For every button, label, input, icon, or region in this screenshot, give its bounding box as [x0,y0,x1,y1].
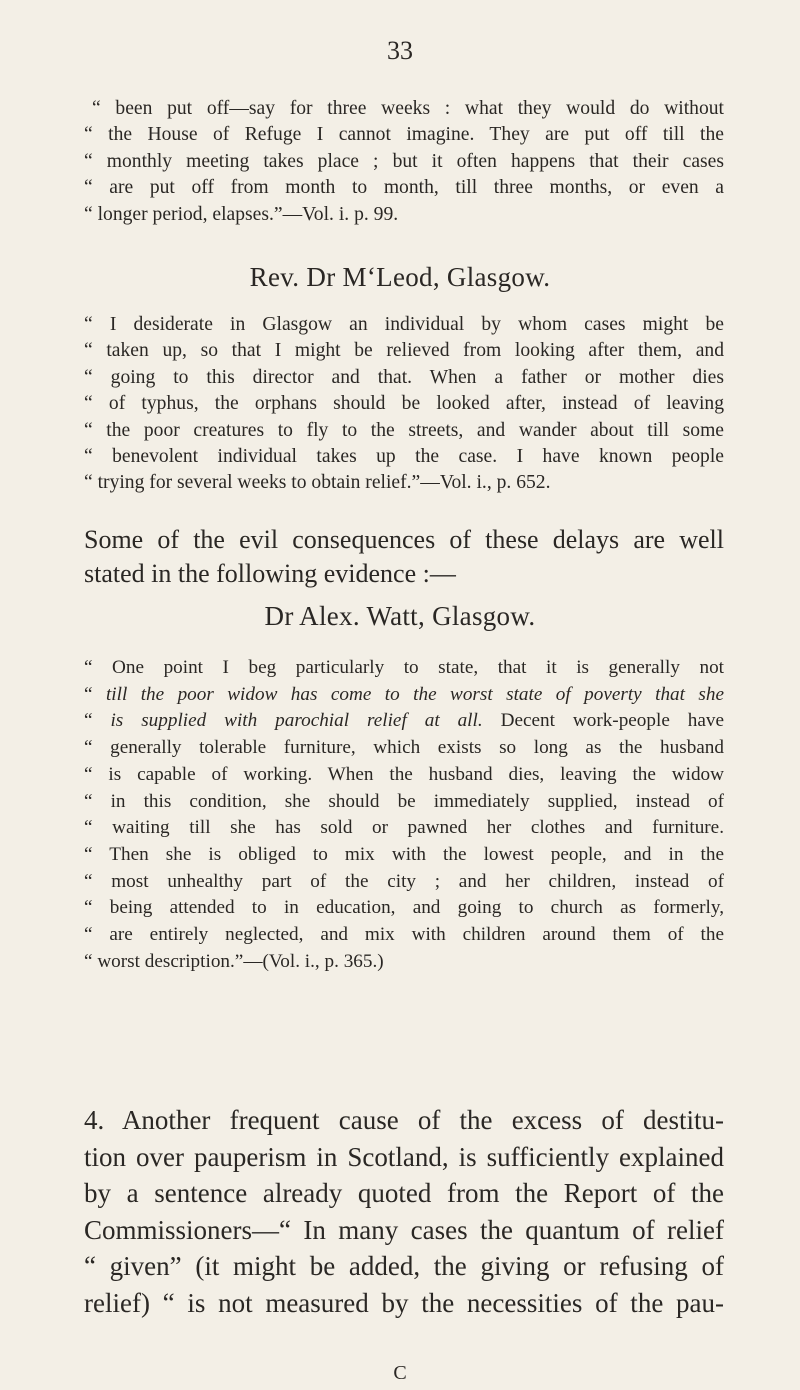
quote-line: “ are put off from month to month, till three months, or even a [84,177,724,199]
quote-line: “ going to this director and that. When a father or mother dies [84,366,724,388]
quote-line: “ waiting till she has sold or pawned her clothes and furniture. [84,817,724,839]
quote-line: “ most unhealthy part of the city ; and her children, instead of [84,870,724,892]
quote-line: “ the House of Refuge I cannot imagine. They are put off till the [84,124,724,146]
quote-line: “ Then she is obliged to mix with the lowest people, and in the [84,843,724,865]
quote-line: “ the poor creatures to fly to the streets, and wander about till some [84,419,724,441]
intro-line: stated in the following evidence :— [84,559,456,588]
quote-line: “ worst description.”—(Vol. i., p. 365.) [84,950,384,972]
intro-paragraph [84,523,724,591]
body-line: by a sentence already quoted from the Report of the [84,1178,724,1209]
body-line: tion over pauperism in Scotland, is sufficiently explained [84,1141,724,1172]
quote-line: “ being attended to in education, and going to church as formerly, [84,897,724,919]
quote-line: “ One point I beg particularly to state, that it is generally not [84,657,724,678]
quote-line: “ monthly meeting takes place ; but it often happens that their cases [84,150,724,172]
body-line: 4. Another frequent cause of the excess of destitu- [84,1105,724,1135]
quote-house-of-refuge [84,96,724,228]
body-line: Commissioners—“ In many cases the quantum of relief [84,1214,724,1245]
quote-line: “ till the poor widow has come to the worst state of poverty that she [84,683,724,705]
quote-line: “ of typhus, the orphans should be looked after, instead of leaving [84,393,724,415]
signature-mark: C [393,1362,407,1384]
body-line: relief) “ is not measured by the necessities of the pau- [84,1287,724,1318]
quote-line: “ in this condition, she should be immediately supplied, instead of [84,790,724,812]
quote-line: “ longer period, elapses.”—Vol. i. p. 99. [84,203,399,225]
quote-line: “ are entirely neglected, and mix with children around them of the [84,924,724,946]
quote-watt [84,655,724,975]
quote-mcleod [84,312,724,497]
quote-line: “ is supplied with parochial relief at all. Decent work-people have [84,710,724,732]
quote-line: “ I desiderate in Glasgow an individual by whom cases might be [84,314,724,335]
quote-line: “ benevolent individual takes up the case. I have known people [84,446,724,468]
page-number: 33 [387,36,413,65]
body-line: “ given” (it might be added, the giving or refusing of [84,1251,724,1282]
witness-heading-mcleod: Rev. Dr M‘Leod, Glasgow. [249,262,551,292]
witness-heading-watt: Dr Alex. Watt, Glasgow. [264,601,536,631]
quote-line: “ taken up, so that I might be relieved from looking after them, and [84,340,724,362]
quote-line: “ trying for several weeks to obtain relief.”—Vol. i., p. 652. [84,472,551,494]
quote-line: “ been put off—say for three weeks : what they would do without [92,98,724,119]
intro-line: Some of the evil consequences of these delays are well [84,525,724,554]
quote-line: “ is capable of working. When the husband dies, leaving the widow [84,763,724,785]
paragraph-4 [84,1102,724,1322]
quote-line: “ generally tolerable furniture, which exists so long as the husband [84,737,724,759]
